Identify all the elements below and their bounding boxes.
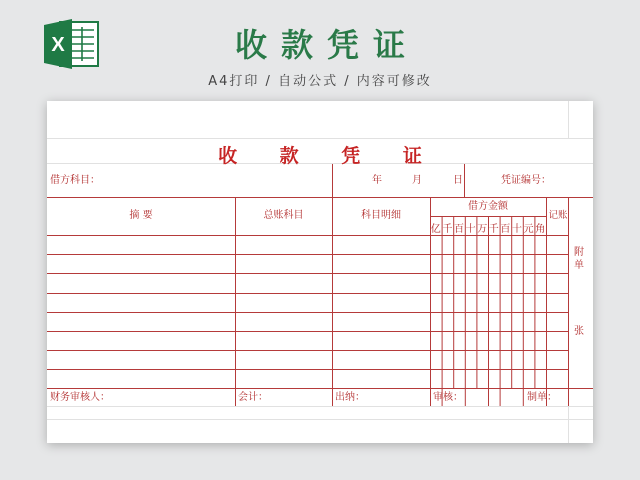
digit-header-qian-2: 千 [488,224,499,235]
summary-header: 摘 要 [129,210,153,221]
digit-header-bai-2: 百 [500,224,511,235]
digit-header-shi-2: 十 [511,224,522,235]
year-label: 年 [372,175,382,186]
digit-header-qian: 千 [442,224,453,235]
digit-header-shi: 十 [465,224,476,235]
svg-text:X: X [51,34,65,56]
debit-amount-header: 借方金额 [468,201,508,212]
day-label: 日 [453,175,463,186]
digit-column-lines [442,216,535,388]
digit-header-yi: 亿 [430,224,441,235]
digit-place-headers [430,220,546,234]
debit-account-label: 借方科目： [50,175,100,186]
digit-header-jiao: 角 [535,224,546,235]
digit-header-yuan: 元 [523,224,534,235]
finance-reviewer-label: 财务审核人： [50,392,110,403]
cashier-label: 出纳： [335,392,365,403]
page-title: 收款凭证 [234,26,419,64]
attachment-label-dan: 单 [574,260,584,271]
voucher-title: 收 款 凭 证 [218,145,440,167]
subsidiary-header: 科目明细 [361,210,401,221]
attachment-label-zhang: 张 [574,326,584,337]
month-label: 月 [412,175,422,186]
attachment-label-fu: 附 [574,247,584,258]
general-ledger-header: 总账科目 [263,210,304,221]
posting-header: 记账 [548,210,568,221]
preparer-label: 制单： [527,392,557,403]
digit-header-bai: 百 [453,224,464,235]
reviewer-label: 审核： [433,392,463,403]
digit-header-wan: 万 [477,224,488,235]
page-header [0,0,640,100]
page-subtitle: A4打印 / 自动公式 / 内容可修改 [208,74,432,89]
voucher-number-label: 凭证编号： [501,175,551,186]
voucher-sheet [47,101,593,443]
accountant-label: 会计： [238,392,268,403]
